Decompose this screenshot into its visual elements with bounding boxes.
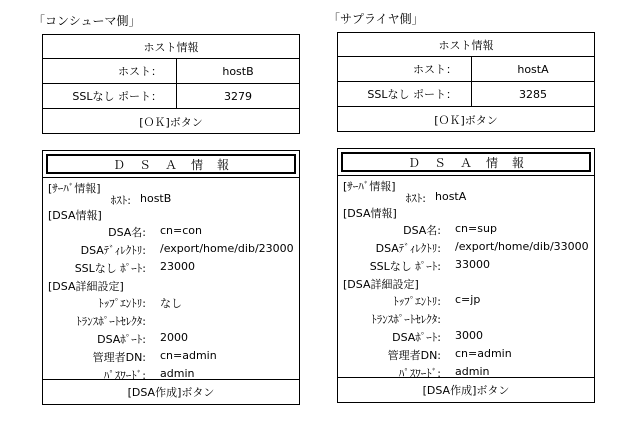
host-label: ホスト： xyxy=(338,57,472,81)
dsa-directory-value[interactable]: /export/home/dib/23000 xyxy=(160,242,294,255)
port-value-field[interactable]: 3279 xyxy=(224,89,252,103)
ssl-port-value[interactable]: 33000 xyxy=(455,258,490,271)
host-info-title: ホスト情報 xyxy=(143,40,199,54)
host-info-title-row xyxy=(43,35,299,59)
ssl-port-label: SSLなし ﾎﾟｰﾄ: xyxy=(74,262,146,275)
dsa-port-value[interactable]: 2000 xyxy=(160,331,188,344)
top-entry-value[interactable]: c=jp xyxy=(455,293,481,306)
transport-selector-label: ﾄﾗﾝｽﾎﾟｰﾄｾﾚｸﾀ: xyxy=(371,313,441,326)
top-entry-label: ﾄｯﾌﾟｴﾝﾄﾘ: xyxy=(98,297,146,310)
dsa-info-body xyxy=(43,177,299,382)
admin-dn-label: 管理者DN: xyxy=(387,349,441,362)
dsa-info-body xyxy=(338,175,594,380)
consumer-host-info-panel xyxy=(42,34,300,134)
dsa-directory-label: DSAﾃﾞｨﾚｸﾄﾘ: xyxy=(375,242,441,255)
dsa-info-title: ＤＳＡ情報 xyxy=(46,154,296,174)
dsa-port-value[interactable]: 3000 xyxy=(455,329,483,342)
port-label: SSLなし ポート： xyxy=(338,82,472,106)
dsa-info-section: [DSA情報] xyxy=(343,207,397,220)
server-info-section: [ｻｰﾊﾞ情報] xyxy=(343,180,396,193)
dsa-create-button[interactable]: [DSA作成]ボタン xyxy=(43,379,299,404)
host-value[interactable]: hostB xyxy=(140,192,172,205)
dsa-name-value[interactable]: cn=sup xyxy=(455,222,497,235)
top-entry-label: ﾄｯﾌﾟｴﾝﾄﾘ: xyxy=(393,295,441,308)
host-info-title: ホスト情報 xyxy=(438,38,494,52)
admin-dn-value[interactable]: cn=admin xyxy=(160,349,217,362)
dsa-info-title: ＤＳＡ情報 xyxy=(341,152,591,172)
dsa-name-label: DSA名: xyxy=(108,226,146,239)
ok-row xyxy=(338,107,594,132)
host-label: ホスト： xyxy=(43,59,177,83)
password-value[interactable]: admin xyxy=(455,365,490,378)
port-row xyxy=(43,84,299,109)
supplier-host-info-panel xyxy=(337,32,595,132)
port-value-field[interactable]: 3285 xyxy=(519,87,547,101)
admin-dn-label: 管理者DN: xyxy=(92,351,146,364)
supplier-side-label: 「サプライヤ側」 xyxy=(328,12,424,26)
password-label: ﾊﾟｽﾜｰﾄﾞ: xyxy=(103,369,146,382)
host-row xyxy=(43,59,299,84)
dsa-port-label: DSAﾎﾟｰﾄ: xyxy=(392,331,441,344)
host-label: ﾎｽﾄ: xyxy=(405,192,426,205)
password-label: ﾊﾟｽﾜｰﾄﾞ: xyxy=(398,367,441,380)
dsa-info-section: [DSA情報] xyxy=(48,209,102,222)
dsa-create-button[interactable]: [DSA作成]ボタン xyxy=(338,377,594,402)
host-value-field[interactable]: hostB xyxy=(222,64,254,78)
server-info-section: [ｻｰﾊﾞ情報] xyxy=(48,182,101,195)
dsa-directory-label: DSAﾃﾞｨﾚｸﾄﾘ: xyxy=(80,244,146,257)
host-row xyxy=(338,57,594,82)
host-label: ﾎｽﾄ: xyxy=(110,194,131,207)
supplier-dsa-info-panel xyxy=(337,148,595,403)
top-entry-value[interactable]: なし xyxy=(160,297,182,310)
dsa-detail-section: [DSA詳細設定] xyxy=(48,280,124,293)
port-label: SSLなし ポート： xyxy=(43,84,177,108)
consumer-side-label: 「コンシューマ側」 xyxy=(33,14,141,28)
host-info-title-row xyxy=(338,33,594,57)
ok-button[interactable]: [ＯＫ]ボタン xyxy=(434,113,498,127)
host-value-field[interactable]: hostA xyxy=(517,62,549,76)
dsa-detail-section: [DSA詳細設定] xyxy=(343,278,419,291)
port-row xyxy=(338,82,594,107)
ok-button[interactable]: [ＯＫ]ボタン xyxy=(139,115,203,129)
dsa-name-value[interactable]: cn=con xyxy=(160,224,202,237)
ssl-port-label: SSLなし ﾎﾟｰﾄ: xyxy=(369,260,441,273)
dsa-directory-value[interactable]: /export/home/dib/33000 xyxy=(455,240,589,253)
dsa-name-label: DSA名: xyxy=(403,224,441,237)
dsa-port-label: DSAﾎﾟｰﾄ: xyxy=(97,333,146,346)
transport-selector-label: ﾄﾗﾝｽﾎﾟｰﾄｾﾚｸﾀ: xyxy=(76,315,146,328)
ok-row xyxy=(43,109,299,134)
host-value[interactable]: hostA xyxy=(435,190,467,203)
consumer-dsa-info-panel xyxy=(42,150,300,405)
admin-dn-value[interactable]: cn=admin xyxy=(455,347,512,360)
password-value[interactable]: admin xyxy=(160,367,195,380)
ssl-port-value[interactable]: 23000 xyxy=(160,260,195,273)
